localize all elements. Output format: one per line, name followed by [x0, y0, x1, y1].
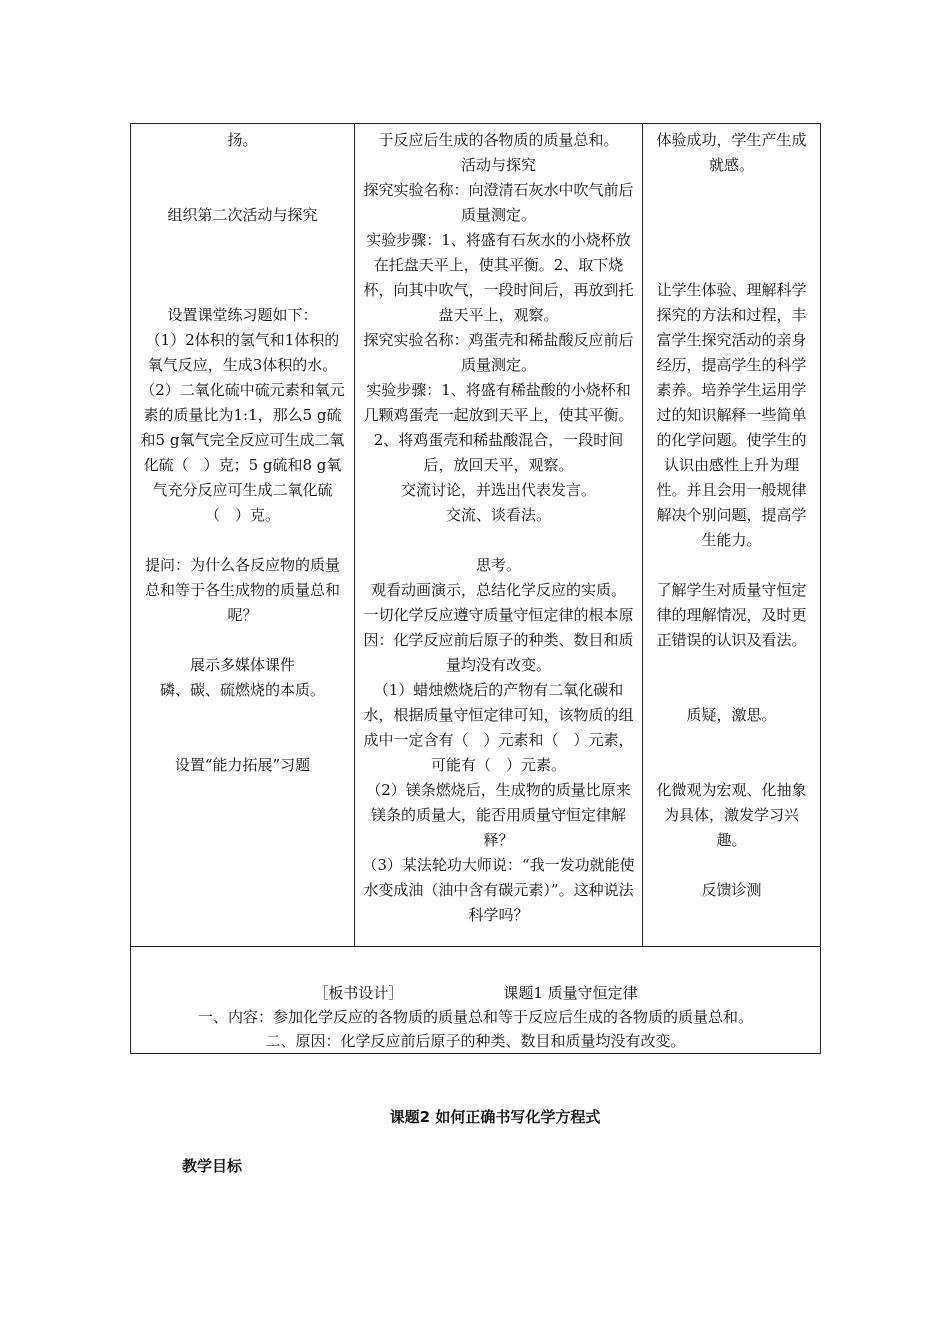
teacher-text: 展示多媒体课件 [189, 656, 295, 674]
design-intent-cell [643, 124, 821, 947]
board-content: 一、内容：参加化学反应的各物质的质量总和等于反应后生成的各物质的质量总和。 [197, 1008, 753, 1026]
student-activity-cell [355, 124, 643, 947]
intent-text: 化微观为宏观、化抽象为具体，激发学习兴趣。 [656, 781, 807, 849]
student-text: 于反应后生成的各物质的质量总和。 [378, 131, 619, 149]
board-topic: 课题1 质量守恒定律 [503, 984, 638, 1002]
student-text: 实验步骤：1、将盛有石灰水的小烧杯放在托盘天平上，使其平衡。2、取下烧杯，向其中吹气，一段时间后，再放到托盘天平上，观察。 [363, 231, 634, 324]
student-text: 观看动画演示，总结化学反应的实质。 [370, 581, 626, 599]
board-design-cell [131, 947, 821, 1054]
intent-text: 体验成功，学生产生成就感。 [656, 131, 807, 174]
lesson-plan-table [130, 123, 821, 1054]
student-text: 活动与探究 [460, 156, 536, 174]
student-text: （2）镁条燃烧后，生成物的质量比原来镁条的质量大，能否用质量守恒定律解释？ [366, 781, 631, 849]
student-text: 交流、谈看法。 [445, 506, 551, 524]
board-reason: 二、原因：化学反应前后原子的种类、数目和质量均没有改变。 [265, 1032, 686, 1050]
teacher-activity-cell [131, 124, 355, 947]
subsection-heading: 教学目标 [182, 1157, 243, 1175]
student-text: 一切化学反应遵守质量守恒定律的根本原因：化学反应前后原子的种类、数目和质量均没有改变。 [363, 606, 634, 674]
intent-text: 质疑，激思。 [686, 706, 777, 724]
teacher-text: 设置课堂练习题如下： [167, 306, 318, 324]
teacher-text: 设置“能力拓展”习题 [174, 756, 311, 774]
student-text: （3）某法轮功大师说：“我一发功就能使水变成油（油中含有碳元素）”。这种说法科学吗？ [362, 856, 635, 924]
intent-text: 反馈诊测 [701, 881, 762, 899]
student-text: 探究实验名称：向澄清石灰水中吹气前后质量测定。 [363, 181, 634, 224]
intent-text: 让学生体验、理解科学探究的方法和过程，丰富学生探究活动的亲身经历，提高学生的科学素养。培养学生运用学过的知识解释一些简单的化学问题。使学生的认识由感性上升为理性。并且会用一般规律解决个别问题，提高学生能力。 [656, 281, 807, 549]
teacher-text: 磷、碳、硫燃烧的本质。 [159, 681, 325, 699]
teacher-text: 扬。 [227, 131, 258, 149]
board-label: ［板书设计］ [313, 984, 404, 1002]
teacher-question: 提问：为什么各反应物的质量总和等于各生成物的质量总和呢？ [144, 556, 340, 624]
exercise-2: （2）二氧化硫中硫元素和氧元素的质量比为1:1，那么5 g硫和5 g氧气完全反应可生成二氧化硫（ ）克；5 g硫和8 g氧气充分反应可生成二氧化硫（ ）克。 [140, 381, 345, 524]
student-text: 实验步骤：1、将盛有稀盐酸的小烧杯和几颗鸡蛋壳一起放到天平上，使其平衡。2、将鸡蛋壳和稀盐酸混合，一段时间后，放回天平，观察。 [363, 381, 634, 474]
teacher-text: 组织第二次活动与探究 [167, 206, 318, 224]
student-text: 探究实验名称：鸡蛋壳和稀盐酸反应前后质量测定。 [363, 331, 634, 374]
table-row [131, 947, 821, 1054]
intent-text: 了解学生对质量守恒定律的理解情况，及时更正错误的认识及看法。 [656, 581, 807, 649]
section-title: 课题2 如何正确书写化学方程式 [389, 1108, 601, 1126]
student-text: 思考。 [475, 556, 521, 574]
student-text: 交流讨论，并选出代表发言。 [400, 481, 596, 499]
exercise-1: （1）2体积的氢气和1体积的氧气反应，生成3体积的水。 [145, 331, 340, 374]
table-row [131, 124, 821, 947]
student-text: （1）蜡烛燃烧后的产物有二氧化碳和水，根据质量守恒定律可知，该物质的组成中一定含有（ ）元素和（ ）元素，可能有（ ）元素。 [363, 681, 634, 774]
